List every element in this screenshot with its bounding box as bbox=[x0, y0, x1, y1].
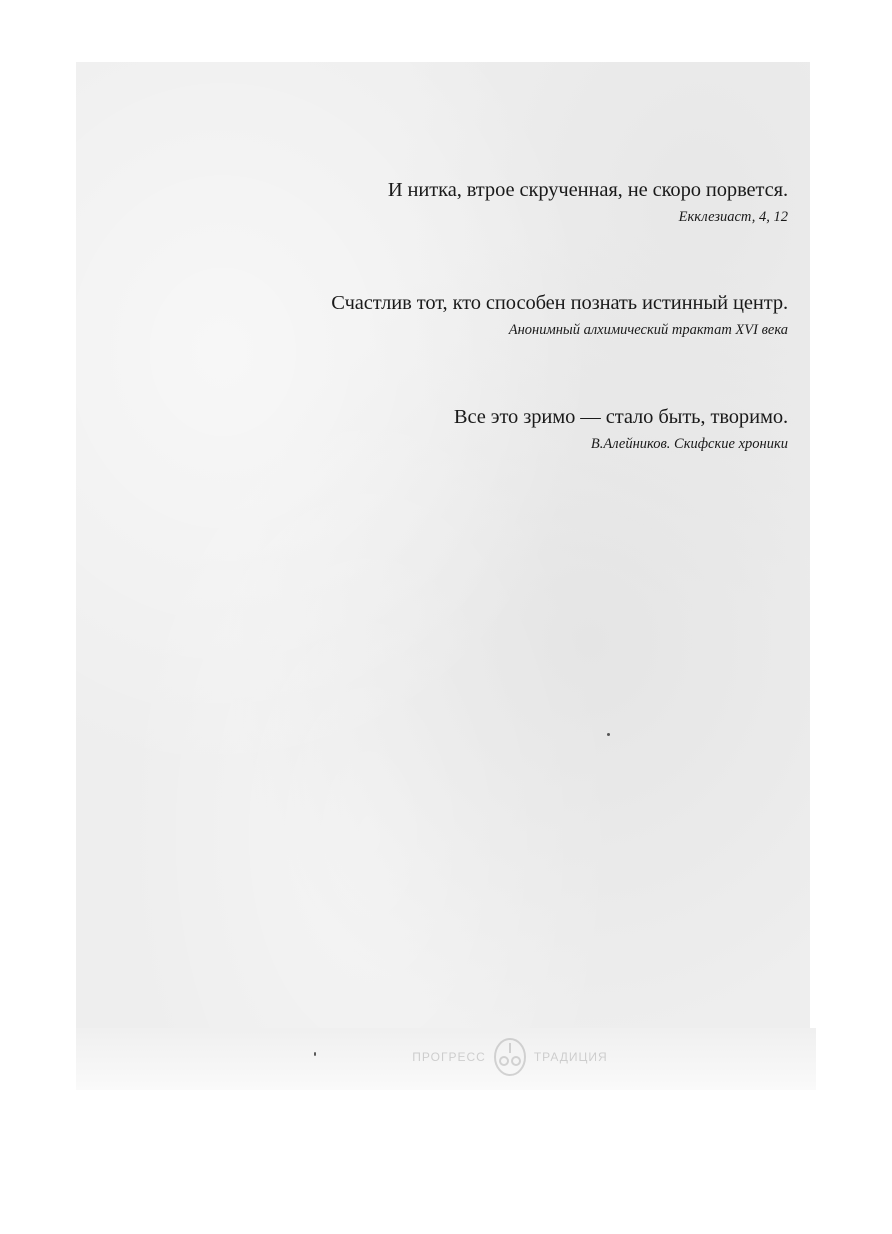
epigraph-source: Екклезиаст, 4, 12 bbox=[678, 209, 788, 225]
epigraph-quote: И нитка, втрое скрученная, не скоро порвется. bbox=[387, 179, 788, 201]
publisher-watermark bbox=[380, 1035, 640, 1079]
publisher-word-right: ТРАДИЦИЯ bbox=[533, 1050, 608, 1064]
epigraph-1 bbox=[388, 177, 788, 227]
dust-speck bbox=[314, 1052, 316, 1056]
publisher-word-left: ПРОГРЕСС bbox=[412, 1050, 486, 1064]
epigraph-3 bbox=[454, 404, 788, 454]
dust-speck bbox=[607, 733, 610, 736]
publisher-emblem-icon bbox=[492, 1037, 528, 1077]
epigraph-2 bbox=[331, 290, 788, 340]
epigraph-quote: Счастлив тот, кто способен познать истинный центр. bbox=[331, 292, 788, 314]
epigraph-source: Анонимный алхимический трактат XVI века bbox=[508, 322, 788, 338]
epigraph-source: В.Алейников. Скифские хроники bbox=[590, 436, 788, 452]
epigraph-quote: Все это зримо — стало быть, творимо. bbox=[453, 406, 788, 428]
